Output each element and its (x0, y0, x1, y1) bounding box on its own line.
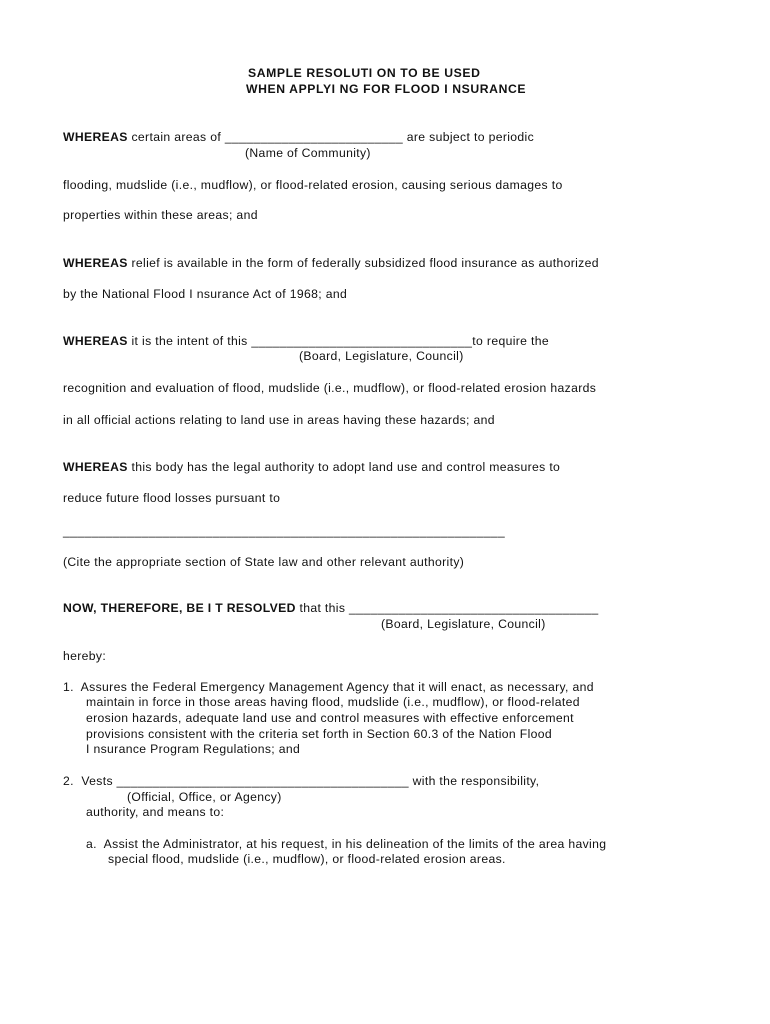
title-line-1: SAMPLE RESOLUTI ON TO BE USED (248, 66, 481, 80)
resolved-line (63, 601, 599, 616)
whereas-1-cont-1: flooding, mudslide (i.e., mudflow), or flood-related erosion, causing serious damages to (63, 178, 563, 192)
whereas-4-cont-1: reduce future flood losses pursuant to (63, 491, 281, 505)
item-2-line-1: 2. Vests _________________________________________ with the responsibility, (63, 774, 540, 788)
item-1-line-2: maintain in force in those areas having flood, mudslide (i.e., mudflow), or flood-related (86, 695, 580, 709)
whereas-keyword: WHEREAS (63, 256, 128, 270)
item-1-line-5: I nsurance Program Regulations; and (86, 742, 301, 756)
whereas-2-cont-1: by the National Flood I nsurance Act of 1968; and (63, 287, 348, 301)
item-2a-line-2: special flood, mudslide (i.e., mudflow), or flood-related erosion areas. (108, 852, 506, 866)
whereas-3-line (63, 334, 549, 349)
whereas-1-line (63, 130, 534, 145)
resolved-text: that this ___________________________________ (295, 601, 599, 615)
whereas-2-text: relief is available in the form of federally subsidized flood insurance as authorized (127, 256, 599, 270)
board-caption: (Board, Legislature, Council) (299, 349, 464, 363)
item-2a-line-1: a. Assist the Administrator, at his request, in his delineation of the limits of the area having (86, 837, 607, 851)
whereas-3-text: it is the intent of this _______________________________to require the (127, 334, 550, 348)
item-2-line-2: authority, and means to: (86, 805, 225, 819)
community-caption: (Name of Community) (245, 146, 371, 160)
hereby-text: hereby: (63, 649, 107, 663)
item-1-line-3: erosion hazards, adequate land use and control measures with effective enforcement (86, 711, 574, 725)
resolved-keyword: NOW, THEREFORE, BE I T RESOLVED (63, 601, 296, 615)
whereas-keyword: WHEREAS (63, 460, 128, 474)
item-1-line-4: provisions consistent with the criteria set forth in Section 60.3 of the Nation Flood (86, 727, 553, 741)
whereas-1-cont-2: properties within these areas; and (63, 208, 258, 222)
whereas-keyword: WHEREAS (63, 130, 128, 144)
whereas-4-line (63, 460, 560, 475)
cite-caption: (Cite the appropriate section of State law and other relevant authority) (63, 555, 465, 569)
board-caption-2: (Board, Legislature, Council) (381, 617, 546, 631)
authority-blank: ______________________________________________________________ (63, 524, 505, 538)
whereas-keyword: WHEREAS (63, 334, 128, 348)
whereas-3-cont-1: recognition and evaluation of flood, mudslide (i.e., mudflow), or flood-related erosion hazards (63, 381, 597, 395)
item-1-line-1: 1. Assures the Federal Emergency Management Agency that it will enact, as necessary, and (63, 680, 594, 694)
whereas-2-line (63, 256, 599, 271)
whereas-1-text: certain areas of _________________________ are subject to periodic (127, 130, 535, 144)
whereas-4-text: this body has the legal authority to adopt land use and control measures to (127, 460, 561, 474)
whereas-3-cont-2: in all official actions relating to land use in areas having these hazards; and (63, 413, 495, 427)
official-caption: (Official, Office, or Agency) (127, 790, 282, 804)
title-line-2: WHEN APPLYI NG FOR FLOOD I NSURANCE (246, 82, 527, 96)
